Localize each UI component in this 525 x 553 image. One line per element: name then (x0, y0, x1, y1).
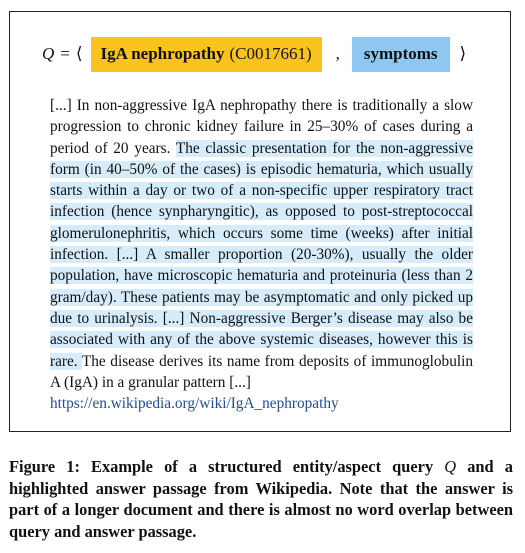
caption-text: and a highlighted answer passage from Wikipedia. Note that the answer is part of a longer document and there is almost no word overlap between query and answer passage. (9, 457, 513, 541)
query-comma: , (335, 44, 340, 63)
figure-caption (9, 456, 513, 542)
query-close-bracket: ⟩ (459, 44, 467, 63)
highlighted-answer: The classic presentation for the non-aggressive form (in 40–50% of the cases) is episodic hematuria, which usually starts within a day or two of a non-specific upper respiratory tract infection (hence synpharyngitic), as opposed to post-streptococcal glomerulonephritis, which occurs some time (weeks) after initial infection. [...] A smaller proportion (20-30%), usually the older population, have microscopic hematuria and proteinuria (less than 2 gram/day). These patients may be asymptomatic and only picked up due to urinalysis. [...] Non-aggressive Berger’s disease may also be associated with any of the above systemic diseases, however this is rare. (50, 139, 473, 370)
entity-chip (91, 37, 322, 72)
query-open-bracket: ⟨ (75, 44, 83, 63)
source-link[interactable]: https://en.wikipedia.org/wiki/IgA_nephropathy (50, 395, 339, 413)
query-expression (42, 36, 466, 72)
entity-id: (C0017661) (229, 44, 312, 63)
caption-query-variable: Q (444, 457, 457, 476)
query-variable: Q (42, 44, 55, 63)
passage-post-text: The disease derives its name from deposits of immunoglobulin A (IgA) in a granular pattern [...] (50, 352, 474, 391)
entity-name: IgA nephropathy (100, 44, 225, 63)
figure-frame (9, 11, 511, 432)
answer-passage (50, 95, 473, 414)
query-equals: = (60, 44, 70, 63)
caption-label: Figure 1: Example of a structured entity/aspect query (9, 457, 445, 476)
passage-pre-text: [...] In non-aggressive IgA nephropathy there is traditionally a slow progression to chronic kidney failure in 25–30% of cases during a period of 20 years. (50, 97, 473, 157)
aspect-chip: symptoms (352, 37, 450, 72)
